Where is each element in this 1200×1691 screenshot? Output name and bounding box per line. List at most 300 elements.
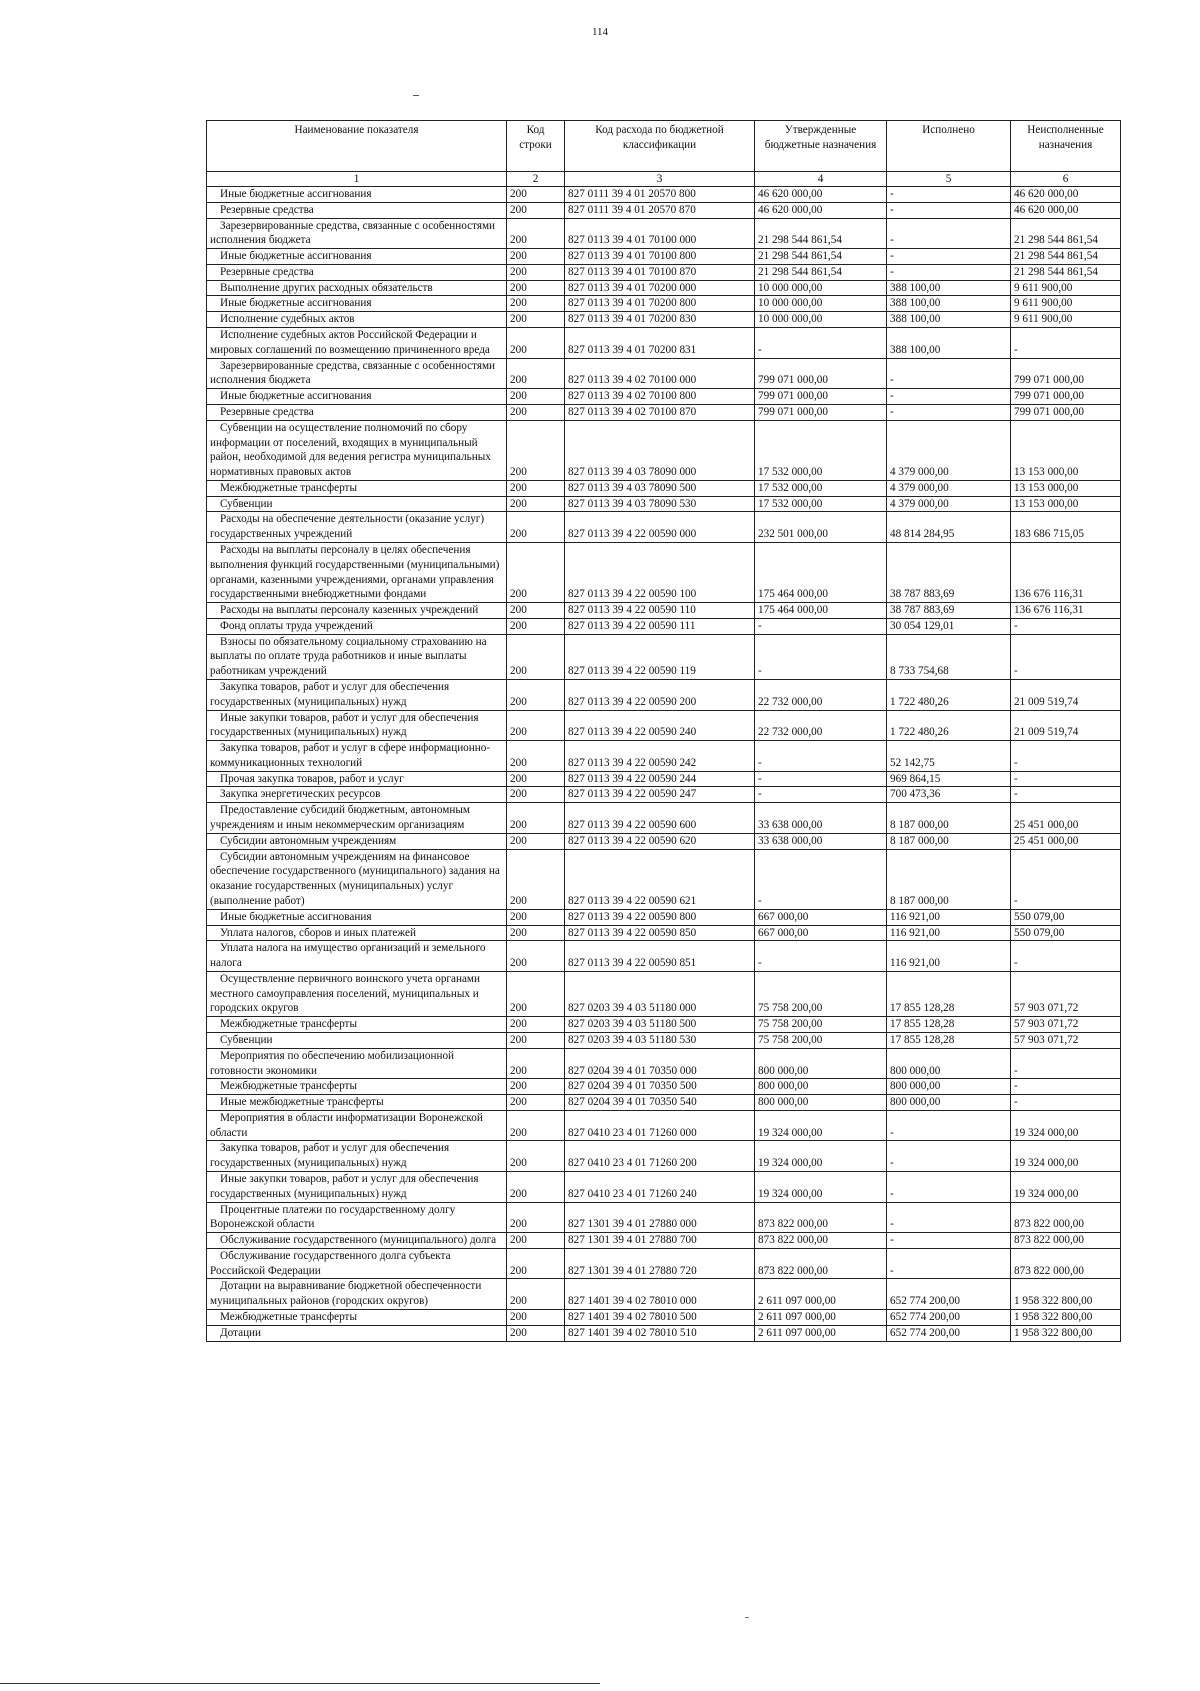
executed-amount-cell: 38 787 883,69	[887, 603, 1011, 619]
indicator-name-cell	[207, 603, 507, 619]
table-row	[207, 312, 1121, 328]
unexecuted-amount-cell: 9 611 900,00	[1011, 280, 1121, 296]
executed-amount-cell: 800 000,00	[887, 1095, 1011, 1111]
header-line-code: Код строки	[507, 121, 565, 172]
indicator-name-text: Иные бюджетные ассигнования	[220, 390, 372, 403]
header-expense-code: Код расхода по бюджетной классификации	[565, 121, 755, 172]
table-row	[207, 512, 1121, 543]
expense-code-cell: 827 0113 39 4 01 70100 000	[565, 218, 755, 249]
approved-amount-cell: 799 071 000,00	[755, 389, 887, 405]
table-row	[207, 1032, 1121, 1048]
unexecuted-amount-cell: 9 611 900,00	[1011, 312, 1121, 328]
table-header-row	[207, 121, 1121, 172]
line-code-cell: 200	[507, 328, 565, 359]
approved-amount-cell: 2 611 097 000,00	[755, 1325, 887, 1341]
indicator-name-text: Расходы на выплаты персоналу в целях обеспечения выполнения функций государственными (муниципальными) органами, казенными учреждениями, органами управления государственными внебюджетными фондами	[210, 543, 500, 601]
executed-amount-cell: 17 855 128,28	[887, 1032, 1011, 1048]
indicator-name-text: Субвенции на осуществление полномочий по сбору информации от поселений, входящих в муниципальный район, необходимой для ведения регистра муниципальных нормативных правовых актов	[210, 421, 491, 479]
table-row	[207, 358, 1121, 389]
indicator-name-cell	[207, 312, 507, 328]
expense-code-cell: 827 0113 39 4 02 70100 000	[565, 358, 755, 389]
line-code-cell: 200	[507, 389, 565, 405]
expense-code-cell: 827 0113 39 4 01 70200 830	[565, 312, 755, 328]
line-code-cell: 200	[507, 1202, 565, 1233]
indicator-name-text: Иные закупки товаров, работ и услуг для обеспечения государственных (муниципальных) нужд	[210, 711, 479, 739]
indicator-name-text: Межбюджетные трансферты	[220, 1311, 357, 1324]
unexecuted-amount-cell: -	[1011, 618, 1121, 634]
unexecuted-amount-cell: -	[1011, 941, 1121, 972]
indicator-name-cell	[207, 1279, 507, 1310]
table-row	[207, 1095, 1121, 1111]
approved-amount-cell: 75 758 200,00	[755, 971, 887, 1016]
indicator-name-text: Закупка товаров, работ и услуг в сфере информационно-коммуникационных технологий	[210, 742, 491, 769]
table-row	[207, 1141, 1121, 1172]
indicator-name-text: Выполнение других расходных обязательств	[220, 281, 433, 294]
table-row	[207, 680, 1121, 711]
indicator-name-cell	[207, 1202, 507, 1233]
table-row	[207, 1172, 1121, 1203]
indicator-name-cell	[207, 1079, 507, 1095]
indicator-name-cell	[207, 787, 507, 803]
approved-amount-cell: 22 732 000,00	[755, 680, 887, 711]
indicator-name-text: Субсидии автономным учреждениям на финансовое обеспечение государственного (муниципального) задания на оказание государственных (муниципальных) услуг (выполнение работ)	[210, 850, 500, 907]
unexecuted-amount-cell: 21 298 544 861,54	[1011, 249, 1121, 265]
line-code-cell: 200	[507, 358, 565, 389]
executed-amount-cell: 116 921,00	[887, 925, 1011, 941]
indicator-name-cell	[207, 849, 507, 909]
expense-code-cell: 827 0113 39 4 01 70200 831	[565, 328, 755, 359]
executed-amount-cell: -	[887, 202, 1011, 218]
executed-amount-cell: 1 722 480,26	[887, 710, 1011, 741]
table-row	[207, 741, 1121, 772]
indicator-name-cell	[207, 404, 507, 420]
line-code-cell: 200	[507, 420, 565, 480]
expense-code-cell: 827 0113 39 4 22 00590 110	[565, 603, 755, 619]
indicator-name-text: Предоставление субсидий бюджетным, автономным учреждениям и иным некоммерческим организациям	[210, 804, 470, 832]
table-row	[207, 202, 1121, 218]
indicator-name-cell	[207, 296, 507, 312]
expense-code-cell: 827 1301 39 4 01 27880 720	[565, 1248, 755, 1279]
indicator-name-text: Иные бюджетные ассигнования	[220, 297, 372, 310]
table-row	[207, 1202, 1121, 1233]
approved-amount-cell: -	[755, 634, 887, 679]
indicator-name-text: Фонд оплаты труда учреждений	[220, 619, 373, 632]
line-code-cell: 200	[507, 1048, 565, 1079]
column-number: 4	[755, 172, 887, 187]
line-code-cell: 200	[507, 202, 565, 218]
unexecuted-amount-cell: 1 958 322 800,00	[1011, 1279, 1121, 1310]
approved-amount-cell: 800 000,00	[755, 1048, 887, 1079]
table-row	[207, 787, 1121, 803]
approved-amount-cell: 21 298 544 861,54	[755, 264, 887, 280]
line-code-cell: 200	[507, 1172, 565, 1203]
indicator-name-text: Резервные средства	[220, 265, 314, 278]
expense-code-cell: 827 0113 39 4 22 00590 621	[565, 849, 755, 909]
unexecuted-amount-cell: -	[1011, 849, 1121, 909]
line-code-cell: 200	[507, 680, 565, 711]
expense-code-cell: 827 0113 39 4 03 78090 000	[565, 420, 755, 480]
executed-amount-cell: -	[887, 1248, 1011, 1279]
header-executed: Исполнено	[887, 121, 1011, 172]
line-code-cell: 200	[507, 404, 565, 420]
expense-code-cell: 827 0113 39 4 02 70100 870	[565, 404, 755, 420]
approved-amount-cell: 667 000,00	[755, 925, 887, 941]
unexecuted-amount-cell: 799 071 000,00	[1011, 404, 1121, 420]
header-unexecuted: Неисполненные назначения	[1011, 121, 1121, 172]
expense-code-cell: 827 1301 39 4 01 27880 700	[565, 1233, 755, 1249]
executed-amount-cell: -	[887, 404, 1011, 420]
indicator-name-cell	[207, 634, 507, 679]
bottom-rule	[0, 1683, 600, 1684]
unexecuted-amount-cell: 46 620 000,00	[1011, 202, 1121, 218]
expense-code-cell: 827 0113 39 4 22 00590 119	[565, 634, 755, 679]
indicator-name-cell	[207, 1048, 507, 1079]
executed-amount-cell: 8 733 754,68	[887, 634, 1011, 679]
unexecuted-amount-cell: 21 009 519,74	[1011, 680, 1121, 711]
expense-code-cell: 827 0113 39 4 22 00590 200	[565, 680, 755, 711]
indicator-name-cell	[207, 328, 507, 359]
indicator-name-text: Зарезервированные средства, связанные с особенностями исполнения бюджета	[210, 359, 496, 387]
approved-amount-cell: 17 532 000,00	[755, 480, 887, 496]
indicator-name-text: Расходы на обеспечение деятельности (оказание услуг) государственных учреждений	[210, 513, 485, 541]
indicator-name-cell	[207, 1325, 507, 1341]
unexecuted-amount-cell: 873 822 000,00	[1011, 1248, 1121, 1279]
line-code-cell: 200	[507, 741, 565, 772]
indicator-name-text: Взносы по обязательному социальному страхованию на выплаты по оплате труда работников и иные выплаты работникам учреждений	[210, 635, 487, 678]
executed-amount-cell: 30 054 129,01	[887, 618, 1011, 634]
line-code-cell: 200	[507, 1141, 565, 1172]
approved-amount-cell: 2 611 097 000,00	[755, 1279, 887, 1310]
approved-amount-cell: 873 822 000,00	[755, 1233, 887, 1249]
indicator-name-text: Зарезервированные средства, связанные с особенностями исполнения бюджета	[210, 219, 496, 247]
table-row	[207, 833, 1121, 849]
column-number: 5	[887, 172, 1011, 187]
line-code-cell: 200	[507, 787, 565, 803]
executed-amount-cell: 652 774 200,00	[887, 1325, 1011, 1341]
indicator-name-text: Процентные платежи по государственному долгу Воронежской области	[210, 1203, 456, 1231]
expense-code-cell: 827 0410 23 4 01 71260 240	[565, 1172, 755, 1203]
unexecuted-amount-cell: 1 958 322 800,00	[1011, 1325, 1121, 1341]
executed-amount-cell: 1 722 480,26	[887, 680, 1011, 711]
indicator-name-cell	[207, 803, 507, 834]
approved-amount-cell: 75 758 200,00	[755, 1032, 887, 1048]
line-code-cell: 200	[507, 925, 565, 941]
executed-amount-cell: 800 000,00	[887, 1048, 1011, 1079]
unexecuted-amount-cell: 21 298 544 861,54	[1011, 264, 1121, 280]
table-row	[207, 249, 1121, 265]
approved-amount-cell: -	[755, 771, 887, 787]
column-number: 1	[207, 172, 507, 187]
line-code-cell: 200	[507, 1248, 565, 1279]
line-code-cell: 200	[507, 1310, 565, 1326]
table-row	[207, 328, 1121, 359]
table-row	[207, 404, 1121, 420]
unexecuted-amount-cell: 136 676 116,31	[1011, 603, 1121, 619]
expense-code-cell: 827 0203 39 4 03 51180 500	[565, 1017, 755, 1033]
indicator-name-text: Иные бюджетные ассигнования	[220, 188, 372, 200]
indicator-name-cell	[207, 1095, 507, 1111]
table-row	[207, 1279, 1121, 1310]
line-code-cell: 200	[507, 618, 565, 634]
unexecuted-amount-cell: 57 903 071,72	[1011, 971, 1121, 1016]
approved-amount-cell: -	[755, 941, 887, 972]
column-number: 6	[1011, 172, 1121, 187]
indicator-name-cell	[207, 833, 507, 849]
table-row	[207, 280, 1121, 296]
indicator-name-cell	[207, 680, 507, 711]
indicator-name-text: Иные закупки товаров, работ и услуг для обеспечения государственных (муниципальных) нужд	[210, 1173, 479, 1200]
indicator-name-cell	[207, 187, 507, 203]
indicator-name-cell	[207, 1233, 507, 1249]
indicator-name-text: Иные бюджетные ассигнования	[220, 910, 372, 923]
expense-code-cell: 827 0113 39 4 22 00590 850	[565, 925, 755, 941]
indicator-name-cell	[207, 1172, 507, 1203]
table-row	[207, 264, 1121, 280]
table-row	[207, 909, 1121, 925]
expense-code-cell: 827 0113 39 4 22 00590 111	[565, 618, 755, 634]
expense-code-cell: 827 0111 39 4 01 20570 800	[565, 187, 755, 203]
executed-amount-cell: -	[887, 389, 1011, 405]
indicator-name-cell	[207, 512, 507, 543]
indicator-name-text: Прочая закупка товаров, работ и услуг	[220, 772, 404, 785]
executed-amount-cell: -	[887, 1172, 1011, 1203]
table-row	[207, 218, 1121, 249]
indicator-name-text: Мероприятия по обеспечению мобилизационной готовности экономики	[210, 1049, 455, 1077]
executed-amount-cell: -	[887, 187, 1011, 203]
expense-code-cell: 827 1401 39 4 02 78010 500	[565, 1310, 755, 1326]
indicator-name-text: Исполнение судебных актов	[220, 313, 355, 326]
expense-code-cell: 827 0113 39 4 22 00590 100	[565, 542, 755, 602]
indicator-name-cell	[207, 1032, 507, 1048]
unexecuted-amount-cell: 550 079,00	[1011, 925, 1121, 941]
unexecuted-amount-cell: 13 153 000,00	[1011, 496, 1121, 512]
expense-code-cell: 827 0203 39 4 03 51180 530	[565, 1032, 755, 1048]
table-row	[207, 849, 1121, 909]
unexecuted-amount-cell: 19 324 000,00	[1011, 1110, 1121, 1141]
table-row	[207, 1310, 1121, 1326]
table-row	[207, 1233, 1121, 1249]
approved-amount-cell: 800 000,00	[755, 1079, 887, 1095]
approved-amount-cell: -	[755, 328, 887, 359]
approved-amount-cell: 21 298 544 861,54	[755, 218, 887, 249]
table-row	[207, 496, 1121, 512]
table-row	[207, 542, 1121, 602]
unexecuted-amount-cell: 799 071 000,00	[1011, 389, 1121, 405]
approved-amount-cell: 19 324 000,00	[755, 1110, 887, 1141]
unexecuted-amount-cell: 46 620 000,00	[1011, 187, 1121, 203]
approved-amount-cell: 232 501 000,00	[755, 512, 887, 543]
executed-amount-cell: 652 774 200,00	[887, 1310, 1011, 1326]
expense-code-cell: 827 0113 39 4 22 00590 851	[565, 941, 755, 972]
line-code-cell: 200	[507, 971, 565, 1016]
executed-amount-cell: 700 473,36	[887, 787, 1011, 803]
unexecuted-amount-cell: -	[1011, 741, 1121, 772]
unexecuted-amount-cell: -	[1011, 328, 1121, 359]
executed-amount-cell: -	[887, 218, 1011, 249]
executed-amount-cell: 116 921,00	[887, 941, 1011, 972]
line-code-cell: 200	[507, 1279, 565, 1310]
table-row	[207, 941, 1121, 972]
expense-code-cell: 827 0410 23 4 01 71260 000	[565, 1110, 755, 1141]
unexecuted-amount-cell: 550 079,00	[1011, 909, 1121, 925]
indicator-name-cell	[207, 741, 507, 772]
executed-amount-cell: 388 100,00	[887, 328, 1011, 359]
indicator-name-cell	[207, 925, 507, 941]
approved-amount-cell: 175 464 000,00	[755, 542, 887, 602]
line-code-cell: 200	[507, 634, 565, 679]
expense-code-cell: 827 0111 39 4 01 20570 870	[565, 202, 755, 218]
unexecuted-amount-cell: -	[1011, 1079, 1121, 1095]
executed-amount-cell: 38 787 883,69	[887, 542, 1011, 602]
column-number: 3	[565, 172, 755, 187]
expense-code-cell: 827 0113 39 4 22 00590 244	[565, 771, 755, 787]
indicator-name-cell	[207, 1110, 507, 1141]
approved-amount-cell: -	[755, 618, 887, 634]
approved-amount-cell: 46 620 000,00	[755, 202, 887, 218]
approved-amount-cell: 19 324 000,00	[755, 1172, 887, 1203]
expense-code-cell: 827 0113 39 4 02 70100 800	[565, 389, 755, 405]
indicator-name-text: Исполнение судебных актов Российской Федерации и мировых соглашений по возмещению причиненного вреда	[210, 329, 490, 356]
table-row	[207, 925, 1121, 941]
indicator-name-cell	[207, 480, 507, 496]
unexecuted-amount-cell: 57 903 071,72	[1011, 1032, 1121, 1048]
expense-code-cell: 827 1401 39 4 02 78010 510	[565, 1325, 755, 1341]
line-code-cell: 200	[507, 1095, 565, 1111]
indicator-name-cell	[207, 249, 507, 265]
indicator-name-text: Осуществление первичного воинского учета органами местного самоуправления поселений, муниципальных и городских округов	[210, 972, 480, 1015]
executed-amount-cell: 388 100,00	[887, 312, 1011, 328]
executed-amount-cell: 52 142,75	[887, 741, 1011, 772]
approved-amount-cell: 799 071 000,00	[755, 404, 887, 420]
expense-code-cell: 827 0113 39 4 22 00590 247	[565, 787, 755, 803]
line-code-cell: 200	[507, 710, 565, 741]
line-code-cell: 200	[507, 1017, 565, 1033]
executed-amount-cell: 4 379 000,00	[887, 420, 1011, 480]
executed-amount-cell: -	[887, 1141, 1011, 1172]
unexecuted-amount-cell: -	[1011, 1095, 1121, 1111]
indicator-name-cell	[207, 971, 507, 1016]
indicator-name-text: Иные бюджетные ассигнования	[220, 250, 372, 263]
indicator-name-text: Межбюджетные трансферты	[220, 481, 357, 494]
header-indicator-name: Наименование показателя	[207, 121, 507, 172]
approved-amount-cell: 2 611 097 000,00	[755, 1310, 887, 1326]
indicator-name-text: Закупка энергетических ресурсов	[220, 788, 381, 801]
table-row	[207, 1248, 1121, 1279]
approved-amount-cell: -	[755, 849, 887, 909]
indicator-name-cell	[207, 202, 507, 218]
approved-amount-cell: 175 464 000,00	[755, 603, 887, 619]
approved-amount-cell: 17 532 000,00	[755, 496, 887, 512]
line-code-cell: 200	[507, 1233, 565, 1249]
unexecuted-amount-cell: 25 451 000,00	[1011, 833, 1121, 849]
unexecuted-amount-cell: 1 958 322 800,00	[1011, 1310, 1121, 1326]
unexecuted-amount-cell: -	[1011, 634, 1121, 679]
expense-code-cell: 827 0113 39 4 01 70200 000	[565, 280, 755, 296]
unexecuted-amount-cell: 21 298 544 861,54	[1011, 218, 1121, 249]
indicator-name-text: Резервные средства	[220, 405, 314, 418]
line-code-cell: 200	[507, 1110, 565, 1141]
unexecuted-amount-cell: 9 611 900,00	[1011, 296, 1121, 312]
unexecuted-amount-cell: -	[1011, 1048, 1121, 1079]
executed-amount-cell: -	[887, 249, 1011, 265]
indicator-name-cell	[207, 941, 507, 972]
indicator-name-text: Иные межбюджетные трансферты	[220, 1096, 384, 1109]
approved-amount-cell: 800 000,00	[755, 1095, 887, 1111]
table-row	[207, 420, 1121, 480]
indicator-name-text: Уплата налогов, сборов и иных платежей	[220, 926, 416, 939]
expense-code-cell: 827 0204 39 4 01 70350 540	[565, 1095, 755, 1111]
line-code-cell: 200	[507, 803, 565, 834]
expense-code-cell: 827 0113 39 4 01 70200 800	[565, 296, 755, 312]
executed-amount-cell: 388 100,00	[887, 280, 1011, 296]
header-approved: Утвержденные бюджетные назначения	[755, 121, 887, 172]
indicator-name-cell	[207, 389, 507, 405]
unexecuted-amount-cell: 25 451 000,00	[1011, 803, 1121, 834]
line-code-cell: 200	[507, 218, 565, 249]
line-code-cell: 200	[507, 296, 565, 312]
column-number-row	[207, 172, 1121, 187]
expense-code-cell: 827 0113 39 4 22 00590 620	[565, 833, 755, 849]
indicator-name-cell	[207, 420, 507, 480]
unexecuted-amount-cell: 183 686 715,05	[1011, 512, 1121, 543]
unexecuted-amount-cell: 57 903 071,72	[1011, 1017, 1121, 1033]
expense-code-cell: 827 0113 39 4 03 78090 530	[565, 496, 755, 512]
indicator-name-cell	[207, 1248, 507, 1279]
approved-amount-cell: 17 532 000,00	[755, 420, 887, 480]
indicator-name-text: Субсидии автономным учреждениям	[220, 834, 397, 847]
executed-amount-cell: 4 379 000,00	[887, 480, 1011, 496]
indicator-name-text: Субвенции	[220, 1033, 273, 1046]
approved-amount-cell: 33 638 000,00	[755, 803, 887, 834]
table-row	[207, 1017, 1121, 1033]
indicator-name-text: Межбюджетные трансферты	[220, 1080, 357, 1093]
table-row	[207, 634, 1121, 679]
unexecuted-amount-cell: 136 676 116,31	[1011, 542, 1121, 602]
approved-amount-cell: 667 000,00	[755, 909, 887, 925]
executed-amount-cell: -	[887, 358, 1011, 389]
indicator-name-cell	[207, 618, 507, 634]
approved-amount-cell: 33 638 000,00	[755, 833, 887, 849]
expense-code-cell: 827 0113 39 4 01 70100 870	[565, 264, 755, 280]
indicator-name-text: Межбюджетные трансферты	[220, 1018, 357, 1031]
unexecuted-amount-cell: 799 071 000,00	[1011, 358, 1121, 389]
indicator-name-cell	[207, 218, 507, 249]
table-row	[207, 1079, 1121, 1095]
unexecuted-amount-cell: 873 822 000,00	[1011, 1202, 1121, 1233]
expense-code-cell: 827 0113 39 4 22 00590 800	[565, 909, 755, 925]
indicator-name-text: Обслуживание государственного долга субъекта Российской Федерации	[210, 1249, 451, 1277]
indicator-name-text: Субвенции	[220, 497, 273, 510]
table-row	[207, 618, 1121, 634]
approved-amount-cell: 19 324 000,00	[755, 1141, 887, 1172]
line-code-cell: 200	[507, 771, 565, 787]
line-code-cell: 200	[507, 909, 565, 925]
indicator-name-text: Резервные средства	[220, 203, 314, 216]
column-number: 2	[507, 172, 565, 187]
approved-amount-cell: 873 822 000,00	[755, 1248, 887, 1279]
executed-amount-cell: 800 000,00	[887, 1079, 1011, 1095]
unexecuted-amount-cell: 13 153 000,00	[1011, 420, 1121, 480]
budget-report-table	[206, 120, 1121, 1342]
scan-speck	[413, 95, 419, 96]
line-code-cell: 200	[507, 249, 565, 265]
expense-code-cell: 827 0113 39 4 22 00590 000	[565, 512, 755, 543]
expense-code-cell: 827 0410 23 4 01 71260 200	[565, 1141, 755, 1172]
table-body	[207, 187, 1121, 1342]
indicator-name-text: Уплата налога на имущество организаций и земельного налога	[210, 942, 486, 970]
table-row	[207, 1325, 1121, 1341]
expense-code-cell: 827 1401 39 4 02 78010 000	[565, 1279, 755, 1310]
